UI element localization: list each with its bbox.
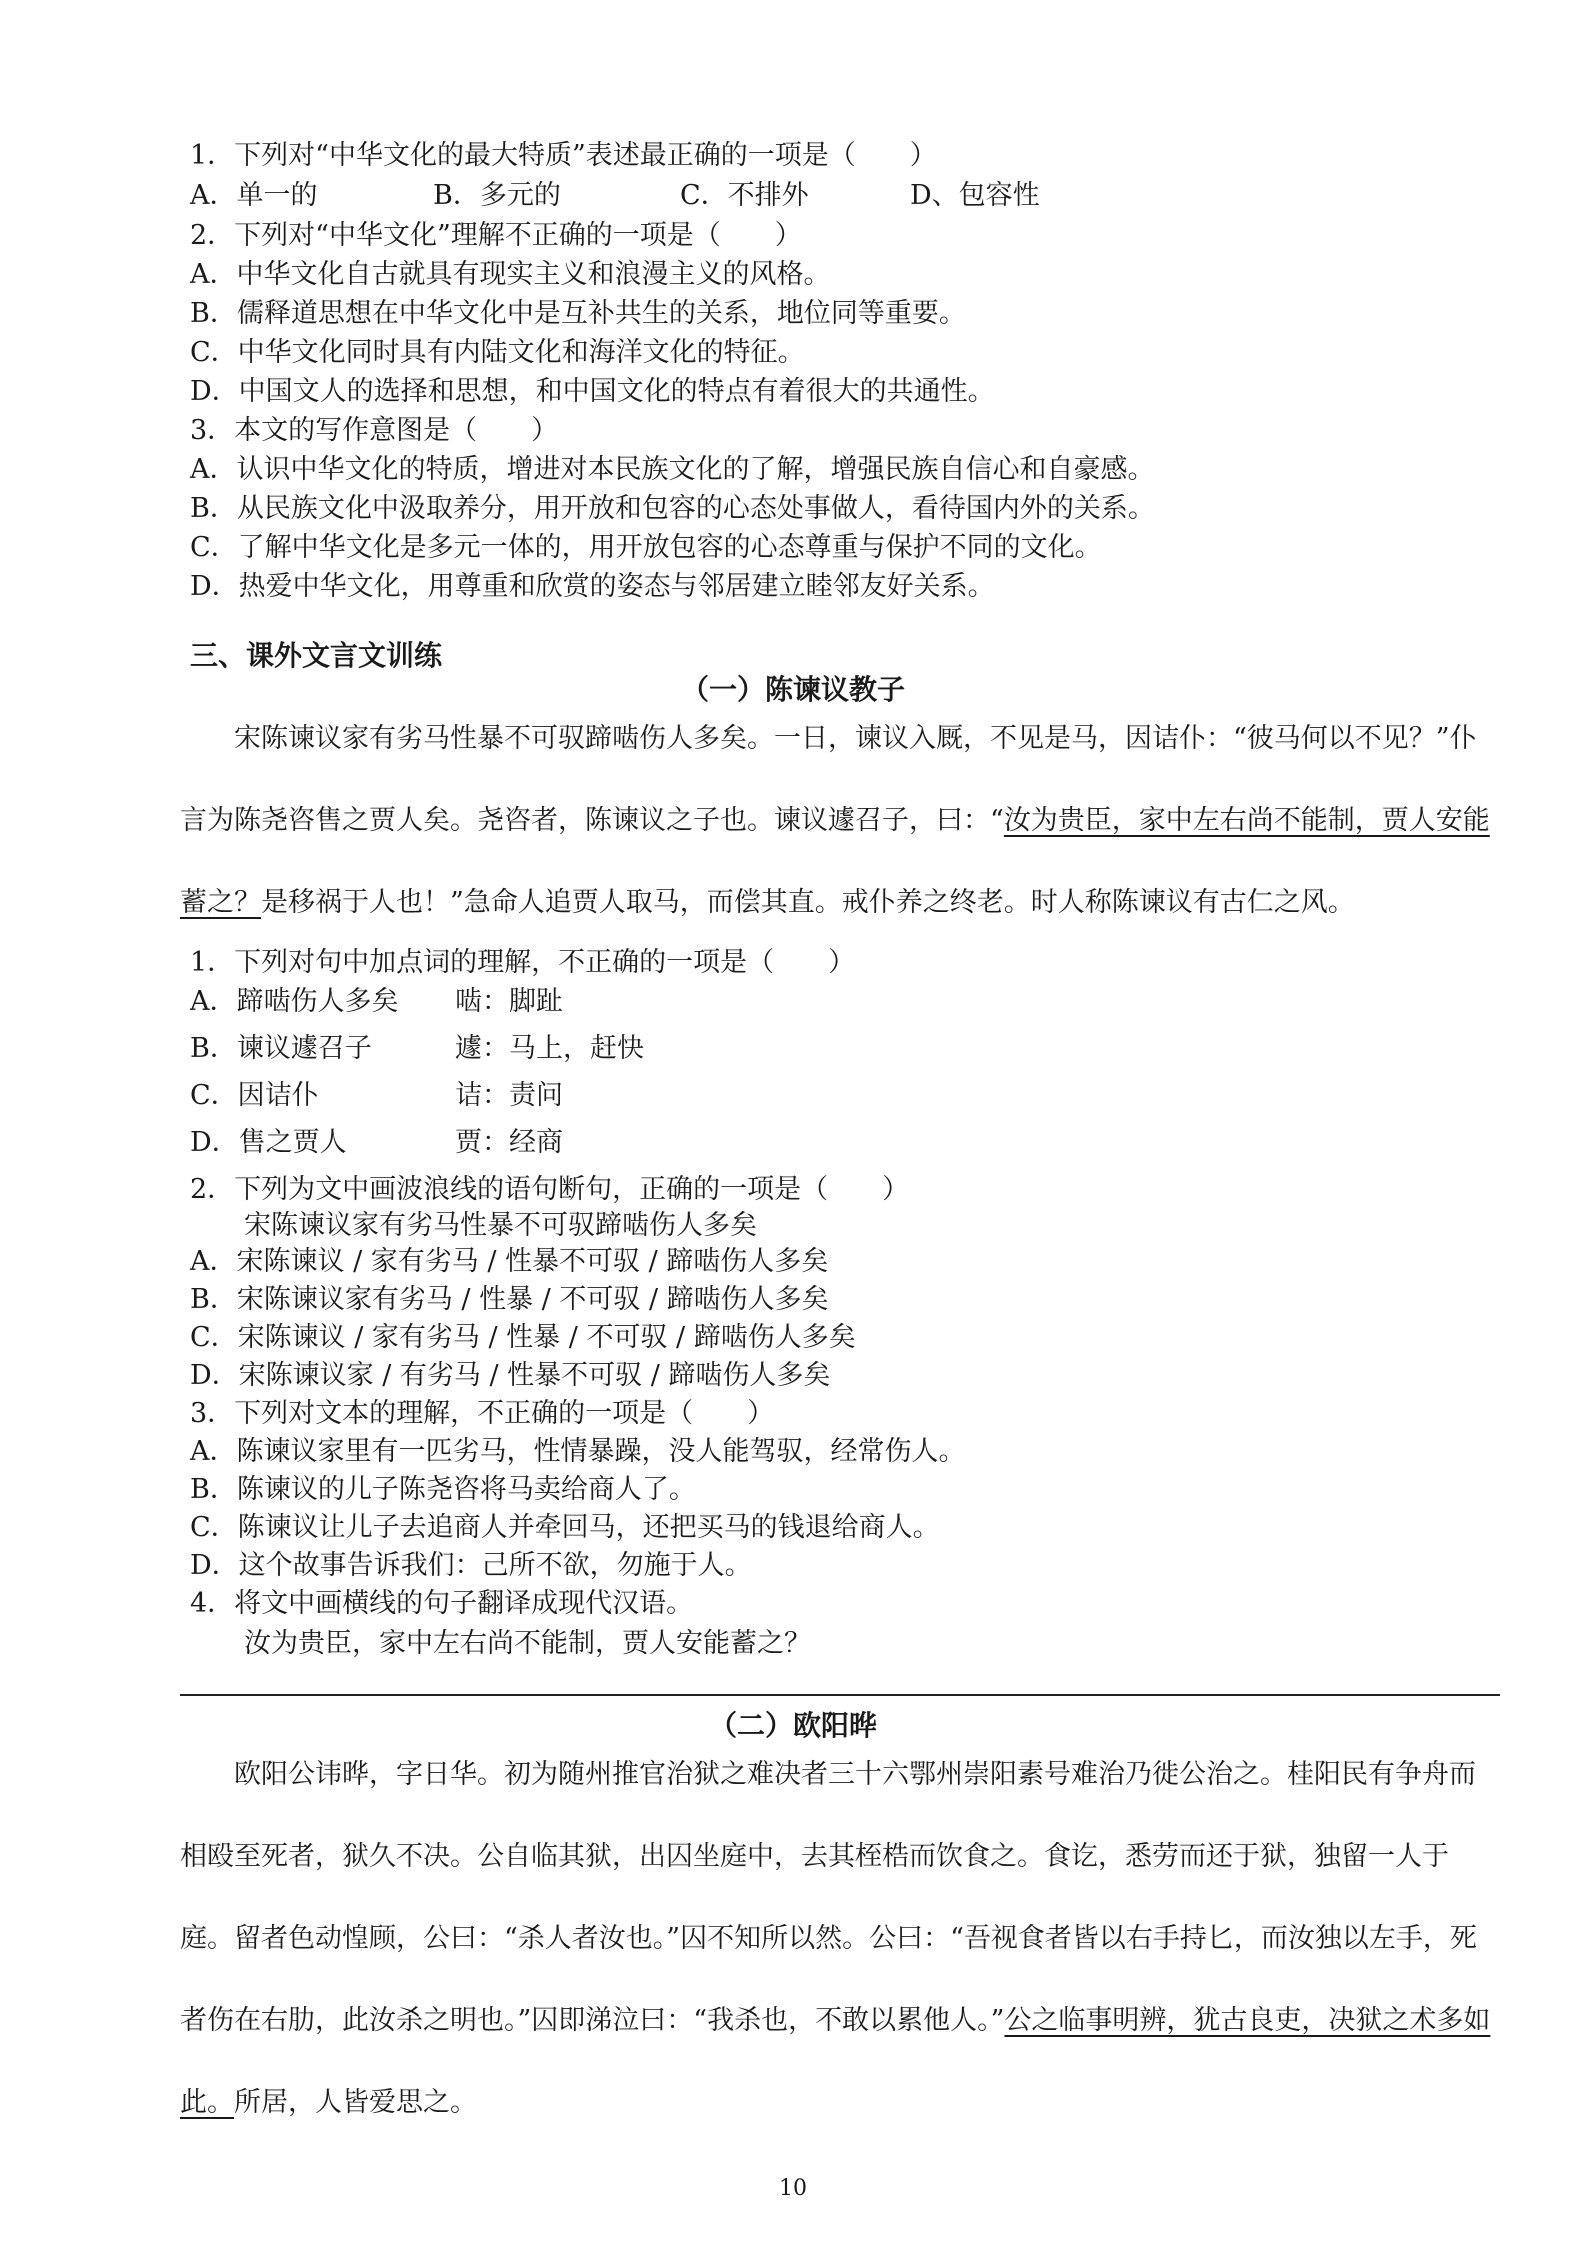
- q1-option-a: A．单一的: [190, 180, 318, 211]
- q2-option-c: C．中华文化同时具有内陆文化和海洋文化的特征。: [190, 337, 805, 368]
- q3-option-b: B．从民族文化中汲取养分，用开放和包容的心态处事做人，看待国内外的关系。: [190, 493, 1155, 524]
- p1-q2-option-c: C．宋陈谏议 / 家有劣马 / 性暴 / 不可驭 / 蹄啮伤人多矣: [190, 1322, 856, 1353]
- p1-q2-sentence: 宋陈谏议家有劣马性暴不可驭蹄啮伤人多矣: [244, 1210, 757, 1241]
- p1-q2-option-b: B．宋陈谏议家有劣马 / 性暴 / 不可驭 / 蹄啮伤人多矣: [190, 1284, 829, 1315]
- q3-stem: 3．本文的写作意图是（ ）: [190, 415, 559, 446]
- p1-q3-stem: 3．下列对文本的理解，不正确的一项是（ ）: [190, 1398, 775, 1429]
- q2-option-a: A．中华文化自古就具有现实主义和浪漫主义的风格。: [190, 259, 831, 290]
- passage2-text: [180, 1734, 1500, 2144]
- q1-stem: 1．下列对“中华文化的最大特质”表述最正确的一项是（ ）: [190, 140, 937, 171]
- p1-q1-gloss-a: 啮：脚趾: [455, 986, 563, 1017]
- passage2-text-a: 欧阳公讳晔，字日华。初为随州推官治狱之难决者三十六鄂州崇阳素号难治乃徙公治之。桂阳民有争舟而相殴至死者，狱久不决。公自临其狱，出囚坐庭中，去其桎梏而饮食之。食讫，悉劳而还于狱，独留一人于庭。留者色动惶顾，公曰：“杀人者汝也。”囚不知所以然。公曰：“吾视食者皆以右手持匕，而汝独以左手，死者伤在右肋，此汝杀之明也。”囚即涕泣曰：“我杀也，不敢以累他人。”: [180, 1759, 1477, 2036]
- q3-option-a: A．认识中华文化的特质，增进对本民族文化的了解，增强民族自信心和自豪感。: [190, 454, 1155, 485]
- p1-q4-sentence: 汝为贵臣，家中左右尚不能制，贾人安能蓄之？: [244, 1628, 811, 1659]
- p1-q3-option-d: D．这个故事告诉我们：己所不欲，勿施于人。: [190, 1550, 752, 1581]
- section3-heading: 三、课外文言文训练: [190, 639, 443, 672]
- p1-q2-option-d: D．宋陈谏议家 / 有劣马 / 性暴不可驭 / 蹄啮伤人多矣: [190, 1360, 831, 1391]
- p1-q3-option-c: C．陈谏议让儿子去追商人并牵回马，还把买马的钱退给商人。: [190, 1512, 940, 1543]
- page-number: 10: [779, 2176, 807, 2201]
- p1-q1-item-b: [190, 1031, 644, 1067]
- q3-option-d: D．热爱中华文化，用尊重和欣赏的姿态与邻居建立睦邻友好关系。: [190, 571, 995, 602]
- passage2-text-b: 所居，人皆爱思之。: [234, 2087, 477, 2118]
- passage1-text-a: 宋陈谏议家有劣马性暴不可驭蹄啮伤人多矣。一日，谏议入厩，不见是马，因诘仆：“彼马何以不见？”仆言为陈尧咨售之贾人矣。尧咨者，陈谏议之子也。谏议遽召子，曰：“: [180, 723, 1477, 836]
- p1-q1-phrase-b: B．谏议遽召子: [190, 1033, 372, 1064]
- q1-option-d: D、包容性: [910, 180, 1040, 211]
- passage1-text-b: 是移祸于人也！”急命人追贾人取马，而偿其直。戒仆养之终老。时人称陈谏议有古仁之风。: [261, 887, 1355, 918]
- passage2-underlined: 公之临事明辨，犹古良吏，决狱之术多如此。: [180, 2005, 1491, 2118]
- q2-option-d: D．中国文人的选择和思想，和中国文化的特点有着很大的共通性。: [190, 376, 995, 407]
- p1-q1-phrase-d: D．售之贾人: [190, 1127, 347, 1158]
- p1-q1-phrase-c: C．因诘仆: [190, 1080, 319, 1111]
- p1-q3-option-a: A．陈谏议家里有一匹劣马，性情暴躁，没人能驾驭，经常伤人。: [190, 1436, 966, 1467]
- p1-q2-option-a: A．宋陈谏议 / 家有劣马 / 性暴不可驭 / 蹄啮伤人多矣: [190, 1246, 829, 1277]
- q1-option-c: C．不排外: [680, 180, 809, 211]
- passage1-title: （一）陈谏议教子: [680, 673, 905, 706]
- passage1-underlined: 汝为贵臣，家中左右尚不能制，贾人安能蓄之？: [180, 805, 1490, 918]
- p1-q1-item-a: [190, 984, 563, 1020]
- passage2-title: （二）欧阳晔: [708, 1709, 877, 1742]
- p1-q1-phrase-a: A．蹄啮伤人多矣: [190, 986, 399, 1017]
- p1-q1-item-c: [190, 1078, 563, 1114]
- passage1-text: [180, 698, 1500, 944]
- p1-q1-stem: 1．下列对句中加点词的理解，不正确的一项是（ ）: [190, 947, 856, 978]
- p1-q1-gloss-b: 遽：马上，赶快: [455, 1033, 644, 1064]
- p1-q1-gloss-c: 诘：责问: [455, 1080, 563, 1111]
- section-divider: [180, 1694, 1500, 1696]
- q1-option-b: B．多元的: [433, 180, 561, 211]
- q2-option-b: B．儒释道思想在中华文化中是互补共生的关系，地位同等重要。: [190, 298, 966, 329]
- q2-stem: 2．下列对“中华文化”理解不正确的一项是（ ）: [190, 220, 802, 251]
- p1-q1-gloss-d: 贾：经商: [455, 1127, 563, 1158]
- q3-option-c: C．了解中华文化是多元一体的，用开放包容的心态尊重与保护不同的文化。: [190, 532, 1102, 563]
- p1-q2-stem: 2．下列为文中画波浪线的语句断句，正确的一项是（ ）: [190, 1174, 910, 1205]
- p1-q4-stem: 4．将文中画横线的句子翻译成现代汉语。: [190, 1588, 694, 1619]
- p1-q1-item-d: [190, 1125, 563, 1161]
- p1-q3-option-b: B．陈谏议的儿子陈尧咨将马卖给商人了。: [190, 1474, 696, 1505]
